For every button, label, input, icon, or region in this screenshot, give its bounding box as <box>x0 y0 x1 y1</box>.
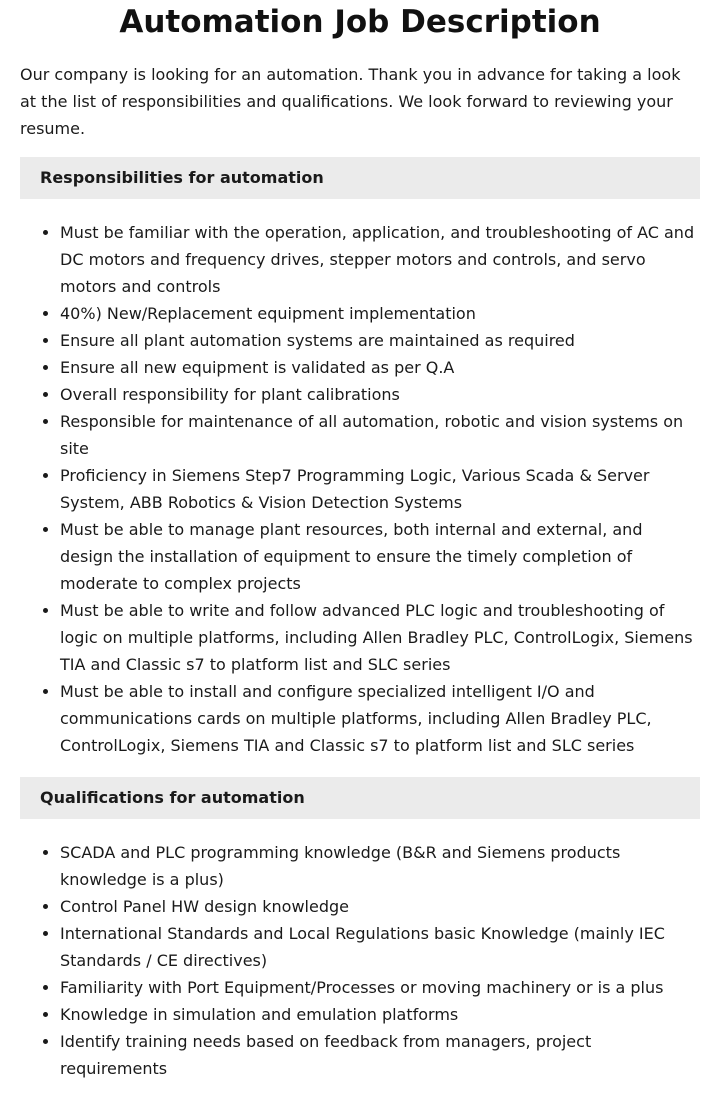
responsibility-item: • Ensure all plant automation systems are maintained as required <box>60 327 700 354</box>
responsibility-item: • 40%) New/Replacement equipment implementation <box>60 300 700 327</box>
responsibility-item: • Must be able to manage plant resources, both internal and external, and design the installation of equipment to ensure the timely completion of moderate to complex projects <box>60 516 700 597</box>
qualification-item: • Knowledge in simulation and emulation platforms <box>60 1001 700 1028</box>
qualification-item: • Familiarity with Port Equipment/Processes or moving machinery or is a plus <box>60 974 700 1001</box>
responsibility-item: • Ensure all new equipment is validated as per Q.A <box>60 354 700 381</box>
responsibilities-heading: Responsibilities for automation <box>20 157 700 199</box>
responsibility-item: • Responsible for maintenance of all automation, robotic and vision systems on site <box>60 408 700 462</box>
qualification-item: • International Standards and Local Regulations basic Knowledge (mainly IEC Standards / CE directives) <box>60 920 700 974</box>
intro-paragraph: Our company is looking for an automation. Thank you in advance for taking a look at the list of responsibilities and qualifications. We look forward to reviewing your resume. <box>20 65 681 138</box>
responsibilities-list <box>20 219 700 759</box>
responsibility-item: • Must be able to write and follow advanced PLC logic and troubleshooting of logic on multiple platforms, including Allen Bradley PLC, ControlLogix, Siemens TIA and Classic s7 to platform list and SLC series <box>60 597 700 678</box>
responsibility-item: • Must be familiar with the operation, application, and troubleshooting of AC and DC motors and frequency drives, stepper motors and controls, and servo motors and controls <box>60 219 700 300</box>
responsibility-item: • Proficiency in Siemens Step7 Programming Logic, Various Scada & Server System, ABB Robotics & Vision Detection Systems <box>60 462 700 516</box>
qualifications-heading: Qualifications for automation <box>20 777 700 819</box>
responsibility-item: • Overall responsibility for plant calibrations <box>60 381 700 408</box>
qualification-item: • Identify training needs based on feedback from managers, project requirements <box>60 1028 700 1082</box>
qualification-item: • Control Panel HW design knowledge <box>60 893 700 920</box>
responsibility-item: • Must be able to install and configure specialized intelligent I/O and communications cards on multiple platforms, including Allen Bradley PLC, ControlLogix, Siemens TIA and Classic s7 to platform list and SLC series <box>60 678 700 759</box>
qualifications-list <box>20 839 700 1082</box>
page-title: Automation Job Description <box>119 4 601 40</box>
qualification-item: • SCADA and PLC programming knowledge (B&R and Siemens products knowledge is a plus) <box>60 839 700 893</box>
